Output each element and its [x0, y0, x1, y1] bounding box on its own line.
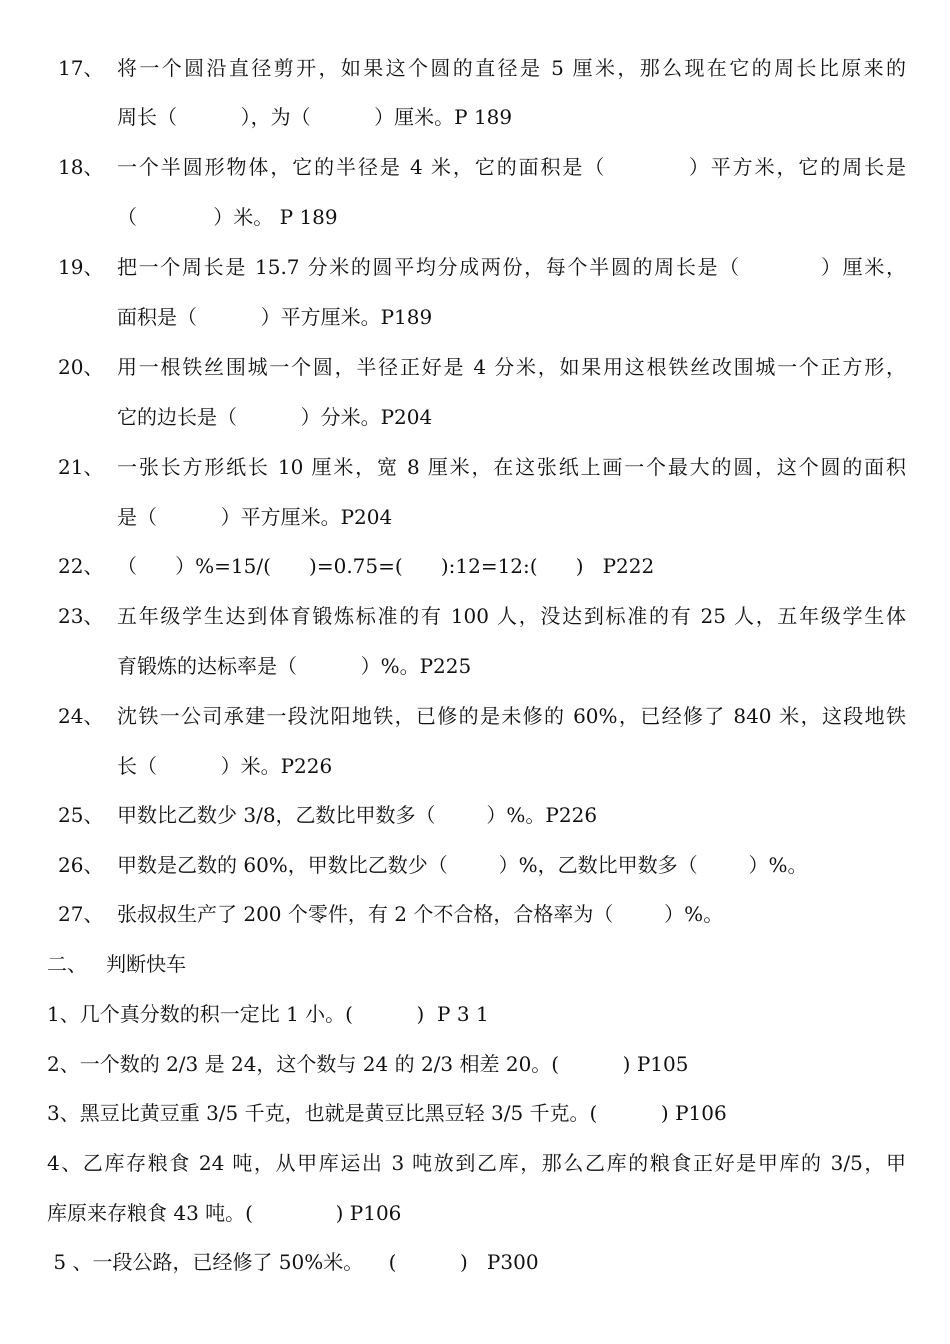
question-number: 22、: [58, 554, 104, 578]
question-number: 20、: [58, 355, 104, 379]
question-text: 一个半圆形物体，它的半径是 4 米，它的面积是（ ）平方米，它的周长是: [117, 155, 906, 179]
question-text: 沈铁一公司承建一段沈阳地铁，已修的是未修的 60%，已经修了 840 米，这段地铁: [117, 704, 906, 728]
question-text: 甲数是乙数的 60%，甲数比乙数少（ ）%，乙数比甲数多（ ）%。: [117, 853, 808, 877]
question-number: 17、: [58, 56, 104, 80]
judge-item-2: 2、一个数的 2/3 是 24，这个数与 24 的 2/3 相差 20。( ) P105: [47, 1052, 689, 1076]
question-text: 用一根铁丝围城一个圆，半径正好是 4 分米，如果用这根铁丝改围城一个正方形，: [117, 355, 906, 379]
judge-item-1: 1、几个真分数的积一定比 1 小。( ) P 3 1: [47, 1002, 489, 1026]
question-text: （ ）%=15/( )=0.75=( ):12=12:( ) P222: [117, 554, 655, 578]
question-text-continued: 周长（ ），为（ ）厘米。P 189: [117, 105, 513, 129]
question-number: 27、: [58, 902, 104, 926]
question-text: 甲数比乙数少 3/8，乙数比甲数多（ ）%。P226: [117, 803, 598, 827]
question-number: 18、: [58, 155, 104, 179]
question-text: 五年级学生达到体育锻炼标准的有 100 人，没达到标准的有 25 人，五年级学生体: [117, 604, 906, 628]
question-number: 25、: [58, 803, 104, 827]
question-text-continued: （ ）米。 P 189: [117, 205, 338, 229]
question-text-continued: 长（ ）米。P226: [117, 754, 333, 778]
question-text-continued: 是（ ）平方厘米。P204: [117, 505, 393, 529]
question-text: 把一个周长是 15.7 分米的圆平均分成两份，每个半圆的周长是（ ）厘米，: [117, 255, 906, 279]
judge-item-3: 3、黑豆比黄豆重 3/5 千克，也就是黄豆比黑豆轻 3/5 千克。( ) P106: [47, 1101, 727, 1125]
question-text-continued: 它的边长是（ ）分米。P204: [117, 405, 433, 429]
question-number: 23、: [58, 604, 104, 628]
judge-item-5: 5 、一段公路，已经修了 50%米。 ( ) P300: [47, 1250, 539, 1274]
question-number: 24、: [58, 704, 104, 728]
question-text-continued: 育锻炼的达标率是（ ）%。P225: [117, 654, 472, 678]
question-text: 将一个圆沿直径剪开，如果这个圆的直径是 5 厘米，那么现在它的周长比原来的: [117, 56, 906, 80]
question-text: 一张长方形纸长 10 厘米，宽 8 厘米，在这张纸上画一个最大的圆，这个圆的面积: [117, 455, 906, 479]
judge-item-4-continued: 库原来存粮食 43 吨。( ) P106: [47, 1201, 402, 1225]
section-2-title: 二、 判断快车: [47, 952, 187, 976]
question-number: 19、: [58, 255, 104, 279]
question-number: 21、: [58, 455, 104, 479]
question-text: 张叔叔生产了 200 个零件，有 2 个不合格，合格率为（ ）%。: [117, 902, 724, 926]
judge-item-4: 4、乙库存粮食 24 吨，从甲库运出 3 吨放到乙库，那么乙库的粮食正好是甲库的 3/5，甲: [47, 1151, 906, 1175]
question-text-continued: 面积是（ ）平方厘米。P189: [117, 305, 433, 329]
question-number: 26、: [58, 853, 104, 877]
